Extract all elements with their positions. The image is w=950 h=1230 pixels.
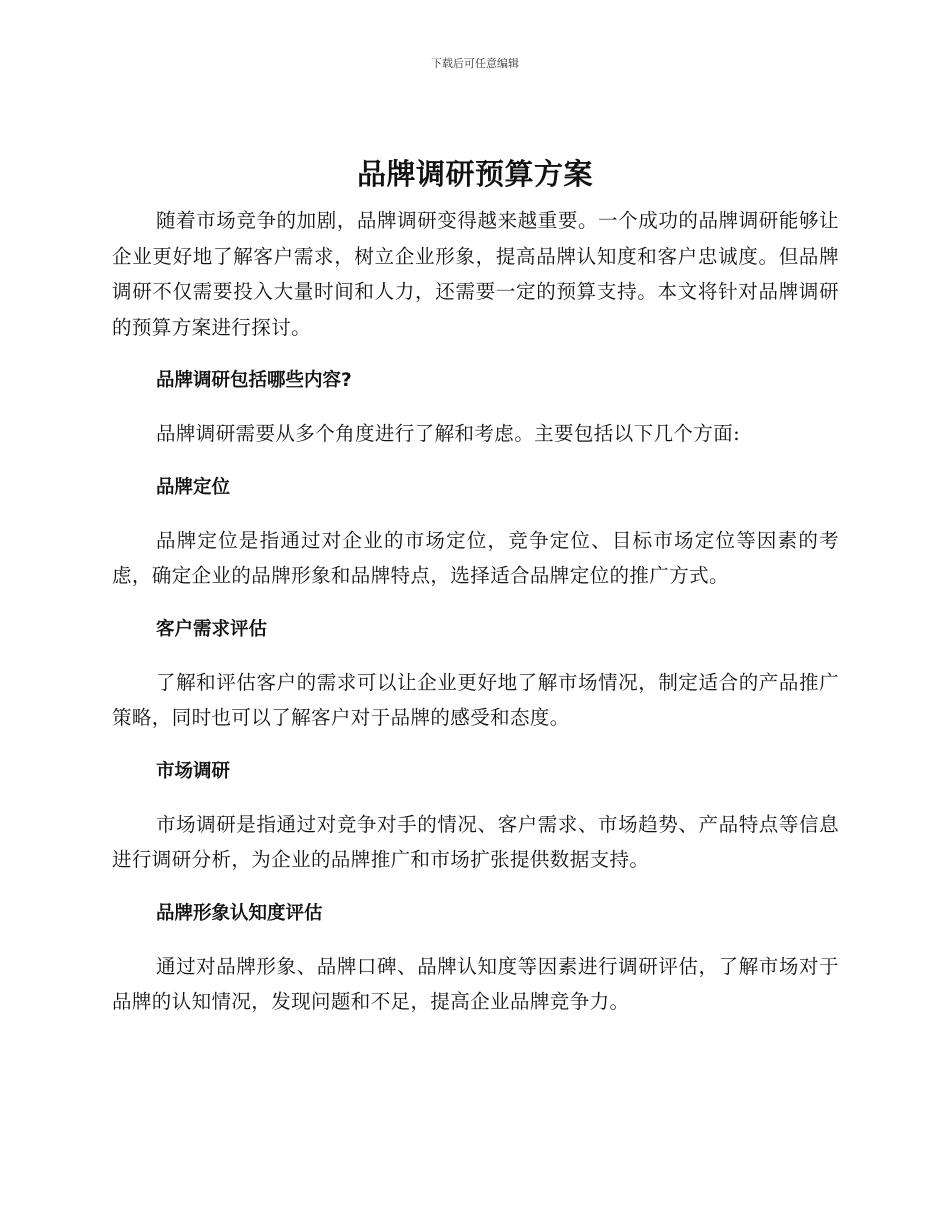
- section-heading: 客户需求评估: [156, 618, 268, 640]
- section-heading: 市场调研: [156, 760, 231, 782]
- intro-paragraph: 随着市场竞争的加剧，品牌调研变得越来越重要。一个成功的品牌调研能够让企业更好地了解客户需求，树立企业形象，提高品牌认知度和客户忠诚度。但品牌调研不仅需要投入大量时间和人力，还需要一定的预算支持。本文将针对品牌调研的预算方案进行探讨。: [112, 209, 839, 339]
- section-paragraph: 市场调研是指通过对竞争对手的情况、客户需求、市场趋势、产品特点等信息进行调研分析，为企业的品牌推广和市场扩张提供数据支持。: [112, 812, 839, 871]
- section-heading: 品牌形象认知度评估: [156, 902, 323, 924]
- section-paragraph: 品牌调研需要从多个角度进行了解和考虑。主要包括以下几个方面:: [156, 422, 741, 445]
- section-paragraph: 了解和评估客户的需求可以让企业更好地了解市场情况，制定适合的产品推广策略，同时也可以了解客户对于品牌的感受和态度。: [112, 670, 839, 729]
- section-paragraph: 通过对品牌形象、品牌口碑、品牌认知度等因素进行调研评估，了解市场对于品牌的认知情况，发现问题和不足，提高企业品牌竞争力。: [112, 954, 839, 1013]
- section-heading: 品牌调研包括哪些内容?: [156, 370, 352, 391]
- document-title: 品牌调研预算方案: [356, 157, 593, 191]
- document-body: [112, 203, 839, 1020]
- section-heading: 品牌定位: [156, 476, 231, 498]
- section-paragraph: 品牌定位是指通过对企业的市场定位，竞争定位、目标市场定位等因素的考虑，确定企业的品牌形象和品牌特点，选择适合品牌定位的推广方式。: [112, 528, 839, 587]
- header-note: 下载后可任意编辑: [431, 57, 519, 70]
